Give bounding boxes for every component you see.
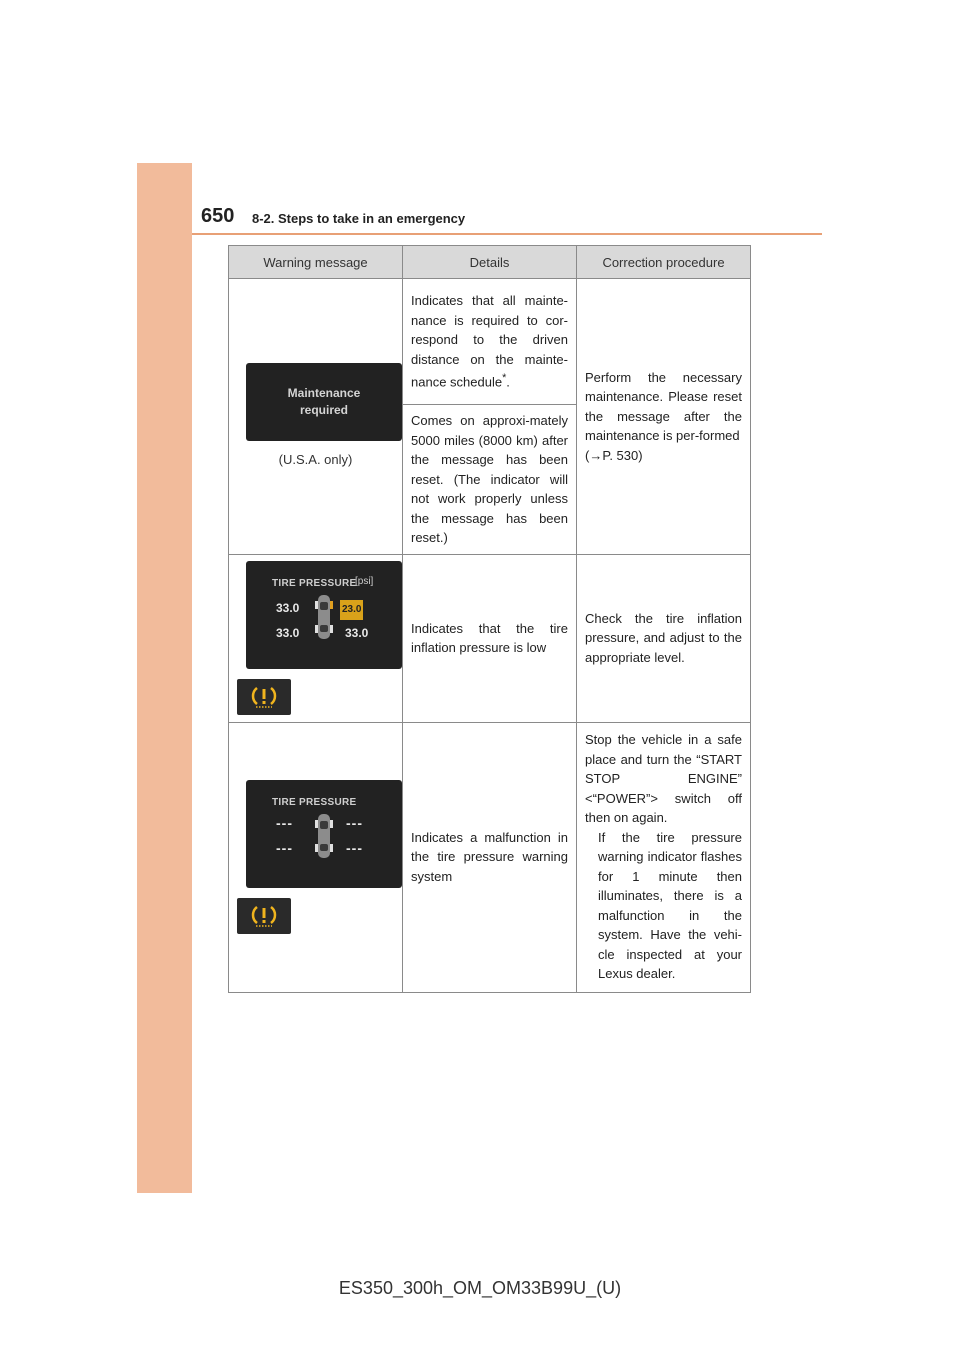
maintenance-image-cell bbox=[229, 279, 403, 555]
maintenance-required-display bbox=[246, 363, 402, 441]
footnote-mark: * bbox=[502, 372, 507, 385]
tpms-warning-icon-2 bbox=[237, 898, 291, 934]
maintenance-screen-line-1: Maintenance bbox=[287, 386, 361, 400]
maintenance-screen-line-2: required bbox=[299, 403, 348, 417]
dash-rear-left: --- bbox=[276, 840, 293, 856]
col-header-details: Details bbox=[403, 246, 577, 279]
maintenance-detail-2: Comes on approxi-mately 5000 miles (8000 km) after the message has been reset. (The indicator will not work properly unless the message has been reset.) bbox=[403, 405, 577, 555]
tire-malfunction-correction bbox=[577, 722, 751, 992]
tire-pressure-malfunction-display bbox=[246, 780, 402, 888]
tire-pressure-title-2: TIRE PRESSURE bbox=[272, 797, 357, 808]
tire-pressure-title: TIRE PRESSURE bbox=[272, 578, 357, 589]
tire-low-image-cell bbox=[229, 554, 403, 722]
header-rule bbox=[192, 233, 822, 235]
table-row-maintenance bbox=[229, 279, 751, 405]
tire-pressure-display bbox=[246, 561, 402, 669]
tire-malfunction-note: If the tire pressure warning indicator flashes for 1 minute then illuminates, there is a malfunction in the system. Have the vehi-cle inspected at your Lexus dealer. bbox=[598, 829, 742, 982]
table-row-tire-low bbox=[229, 554, 751, 722]
section-title: 8-2. Steps to take in an emergency bbox=[252, 211, 466, 226]
dash-front-left: --- bbox=[276, 815, 293, 831]
maintenance-detail-1-text: Indicates that all mainte-nance is required to cor-respond to the driven distance on the mainte-nance schedule bbox=[411, 293, 568, 390]
footer-doc-id: ES350_300h_OM_OM33B99U_(U) bbox=[338, 1278, 622, 1298]
tire-malfunction-correction-text: Stop the vehicle in a safe place and turn the “START STOP ENGINE” <“POWER”> switch off then on again. bbox=[585, 732, 742, 826]
usa-only-caption: (U.S.A. only) bbox=[278, 452, 353, 467]
col-header-warning-message: Warning message bbox=[229, 246, 403, 279]
maintenance-detail-1 bbox=[403, 279, 577, 405]
tire-malfunction-details: Indicates a malfunction in the tire pressure warning system bbox=[403, 722, 577, 992]
tire-value-rear-left: 33.0 bbox=[276, 626, 300, 640]
tire-low-details: Indicates that the tire inflation pressure is low bbox=[403, 554, 577, 722]
page-reference: (→P. 530) bbox=[585, 447, 643, 463]
car-top-view-icon bbox=[315, 593, 333, 641]
warning-table bbox=[228, 245, 751, 993]
tire-value-front-right: 23.0 bbox=[340, 600, 363, 620]
page-number: 650 bbox=[201, 205, 235, 227]
tire-value-front-left: 33.0 bbox=[276, 601, 300, 615]
maintenance-detail-1-end: . bbox=[506, 374, 510, 390]
tire-low-correction: Check the tire inflation pressure, and adjust to the appropriate level. bbox=[577, 554, 751, 722]
tire-malfunction-image-cell bbox=[229, 722, 403, 992]
col-header-correction: Correction procedure bbox=[577, 246, 751, 279]
tpms-warning-icon bbox=[237, 679, 291, 715]
tire-pressure-unit: [psi] bbox=[355, 576, 374, 587]
table-header-row bbox=[229, 246, 751, 279]
side-tab bbox=[137, 163, 192, 1193]
maintenance-correction-text: Perform the necessary maintenance. Please reset the message after the maintenance is per-formed bbox=[585, 369, 742, 443]
dash-front-right: --- bbox=[346, 815, 363, 831]
dash-rear-right: --- bbox=[346, 840, 363, 856]
maintenance-correction bbox=[577, 279, 751, 555]
car-top-view-icon-2 bbox=[315, 812, 333, 860]
tire-value-rear-right: 33.0 bbox=[345, 626, 369, 640]
table-row-tire-malfunction bbox=[229, 722, 751, 992]
